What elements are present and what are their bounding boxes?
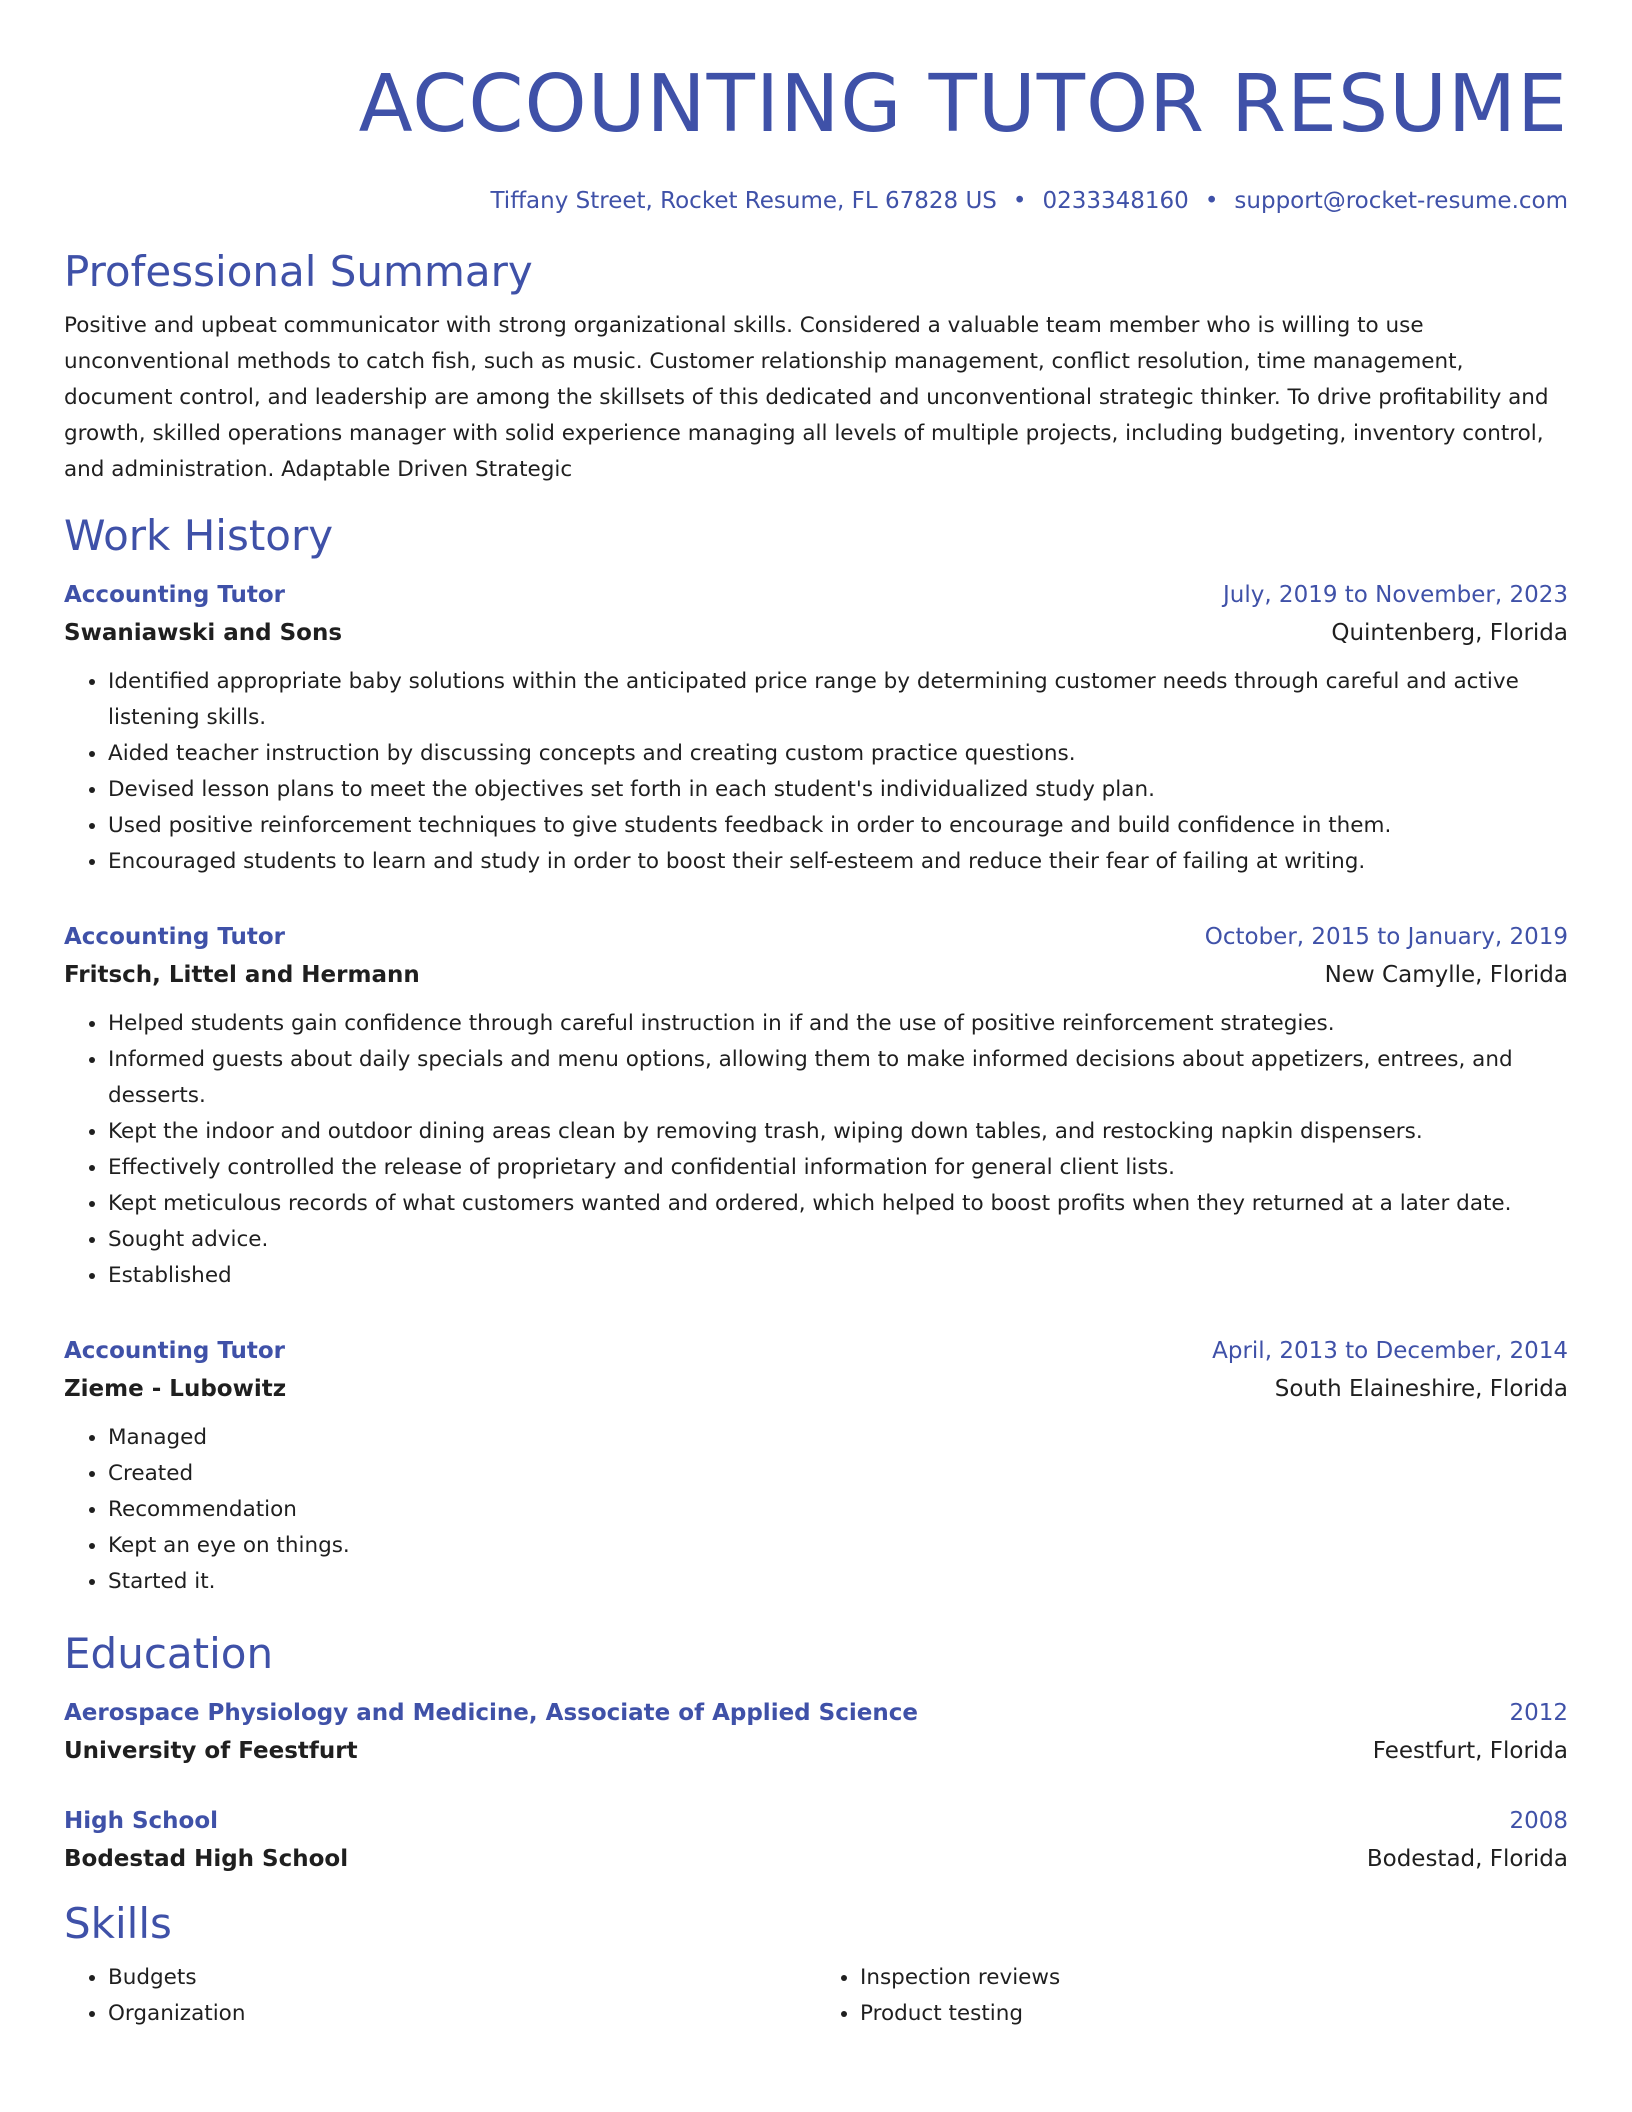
contact-phone: 0233348160 [1042, 188, 1189, 214]
job-bullet: • Effectively controlled the release of proprietary and confidential information for general client lists. [108, 1150, 1568, 1186]
job-location: Quintenberg, Florida [1331, 620, 1568, 646]
job-bullet: • Recommendation [108, 1492, 1568, 1528]
job-location: New Camylle, Florida [1324, 962, 1568, 988]
education-entry [64, 1694, 1568, 1770]
job-dates: April, 2013 to December, 2014 [1212, 1338, 1568, 1364]
job-bullet: • Informed guests about daily specials and menu options, allowing them to make informed decisions about appetizers, entrees, and desserts. [108, 1042, 1568, 1114]
job-dates: July, 2019 to November, 2023 [1222, 582, 1568, 608]
job-bullets [64, 1420, 1568, 1600]
skill-item: • Product testing [860, 1996, 1568, 2032]
resume-title: ACCOUNTING TUTOR RESUME [358, 58, 1568, 150]
contact-line [64, 186, 1568, 216]
summary-text: Positive and upbeat communicator with strong organizational skills. Considered a valuable team member who is willing to use unconventional methods to catch fish, such as music. Customer relationship management, conflict resolution, time management, document control, and leadership are among the skillsets of this dedicated and unconventional strategic thinker. To drive profitability and growth, skilled operations manager with solid experience managing all levels of multiple projects, including budgeting, inventory control, and administration. Adaptable Driven Strategic [64, 313, 1549, 482]
job-bullet: • Started it. [108, 1564, 1568, 1600]
skills-heading: Skills [64, 1899, 172, 1948]
work-history-heading: Work History [64, 511, 334, 560]
job-title: Accounting Tutor [64, 1338, 286, 1364]
work-entry [64, 1332, 1568, 1600]
company-name: Zieme - Lubowitz [64, 1376, 287, 1402]
school-location: Feestfurt, Florida [1372, 1738, 1568, 1764]
job-bullet: • Created [108, 1456, 1568, 1492]
school-location: Bodestad, Florida [1366, 1846, 1568, 1872]
contact-email[interactable]: support@rocket-resume.com [1234, 188, 1568, 214]
graduation-year: 2008 [1509, 1808, 1568, 1834]
job-title: Accounting Tutor [64, 582, 286, 608]
school-name: Bodestad High School [64, 1846, 349, 1872]
job-bullet: • Kept the indoor and outdoor dining areas clean by removing trash, wiping down tables, and restocking napkin dispensers. [108, 1114, 1568, 1150]
education-heading: Education [64, 1629, 274, 1678]
skill-item: • Inspection reviews [860, 1960, 1568, 1996]
skill-item: • Organization [108, 1996, 816, 2032]
job-bullet: • Used positive reinforcement techniques to give students feedback in order to encourage and build confidence in them. [108, 808, 1568, 844]
job-location: South Elaineshire, Florida [1274, 1376, 1568, 1402]
degree-name: High School [64, 1808, 219, 1834]
job-bullet: • Helped students gain confidence through careful instruction in if and the use of positive reinforcement strategies. [108, 1006, 1568, 1042]
job-bullet: • Devised lesson plans to meet the objectives set forth in each student's individualized study plan. [108, 772, 1568, 808]
contact-address: Tiffany Street, Rocket Resume, FL 67828 US [490, 188, 997, 214]
work-entry [64, 576, 1568, 880]
job-bullets [64, 1006, 1568, 1294]
degree-name: Aerospace Physiology and Medicine, Associate of Applied Science [64, 1700, 918, 1726]
skill-item: • Budgets [108, 1960, 816, 1996]
school-name: University of Feestfurt [64, 1738, 358, 1764]
skills-list [64, 1960, 1568, 2032]
summary-heading: Professional Summary [64, 247, 533, 296]
job-dates: October, 2015 to January, 2019 [1204, 924, 1568, 950]
job-bullet: • Managed [108, 1420, 1568, 1456]
job-bullet: • Kept meticulous records of what customers wanted and ordered, which helped to boost profits when they returned at a later date. [108, 1186, 1568, 1222]
company-name: Swaniawski and Sons [64, 620, 343, 646]
skills-column-left [64, 1960, 816, 2032]
job-bullet: • Established [108, 1258, 1568, 1294]
education-entry [64, 1802, 1568, 1878]
education-list [64, 1694, 1568, 1878]
job-bullet: • Encouraged students to learn and study in order to boost their self-esteem and reduce their fear of failing at writing. [108, 844, 1568, 880]
contact-separator: • [1012, 188, 1027, 214]
job-bullet: • Aided teacher instruction by discussing concepts and creating custom practice questions. [108, 736, 1568, 772]
contact-separator: • [1204, 188, 1219, 214]
job-bullet: • Kept an eye on things. [108, 1528, 1568, 1564]
work-history-list [64, 576, 1568, 1600]
skills-column-right [816, 1960, 1568, 2032]
job-title: Accounting Tutor [64, 924, 286, 950]
job-bullet: • Identified appropriate baby solutions within the anticipated price range by determining customer needs through careful and active listening skills. [108, 664, 1568, 736]
job-bullet: • Sought advice. [108, 1222, 1568, 1258]
graduation-year: 2012 [1509, 1700, 1568, 1726]
work-entry [64, 918, 1568, 1294]
company-name: Fritsch, Littel and Hermann [64, 962, 420, 988]
job-bullets [64, 664, 1568, 880]
